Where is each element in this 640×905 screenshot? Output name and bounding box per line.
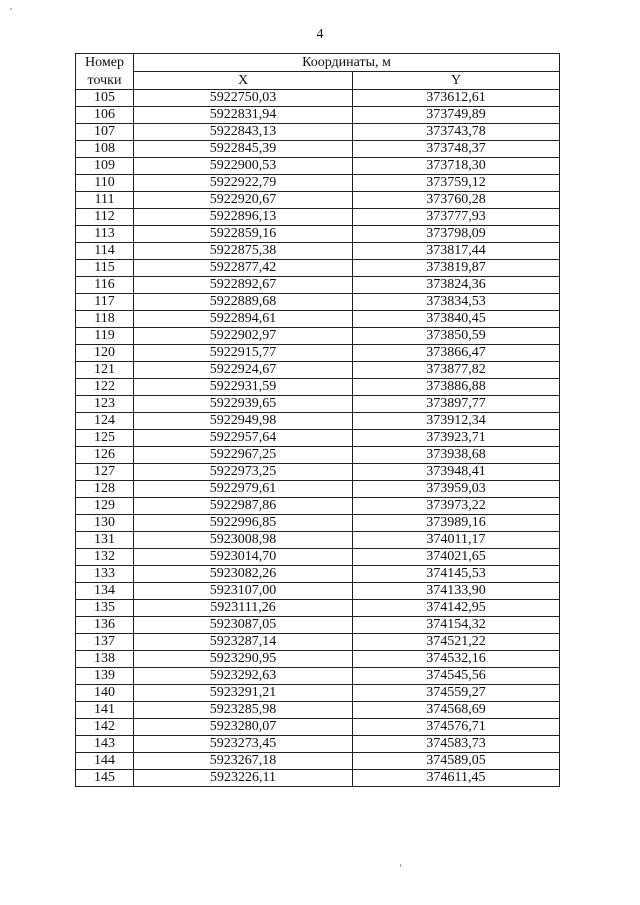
table-row	[76, 464, 560, 481]
table-row	[76, 345, 560, 362]
y-coordinate-cell: 373850,59	[353, 328, 560, 345]
y-coordinate-cell: 374133,90	[353, 583, 560, 600]
y-coordinate-cell: 373834,53	[353, 294, 560, 311]
table-row	[76, 600, 560, 617]
point-number-cell: 145	[76, 770, 134, 787]
point-number-cell: 116	[76, 277, 134, 294]
table-row	[76, 617, 560, 634]
point-number-cell: 122	[76, 379, 134, 396]
table-row	[76, 90, 560, 107]
x-coordinate-cell: 5922900,53	[134, 158, 353, 175]
point-number-cell: 138	[76, 651, 134, 668]
point-number-cell: 139	[76, 668, 134, 685]
x-coordinate-cell: 5922924,67	[134, 362, 353, 379]
point-number-cell: 112	[76, 209, 134, 226]
x-coordinate-cell: 5922957,64	[134, 430, 353, 447]
y-coordinate-cell: 373973,22	[353, 498, 560, 515]
table-row	[76, 192, 560, 209]
point-number-cell: 115	[76, 260, 134, 277]
x-coordinate-cell: 5922889,68	[134, 294, 353, 311]
table-row	[76, 770, 560, 787]
table-row	[76, 243, 560, 260]
point-number-cell: 130	[76, 515, 134, 532]
y-coordinate-cell: 373912,34	[353, 413, 560, 430]
table-row	[76, 481, 560, 498]
table-row	[76, 447, 560, 464]
table-row	[76, 736, 560, 753]
table-row	[76, 362, 560, 379]
x-coordinate-cell: 5922949,98	[134, 413, 353, 430]
y-coordinate-cell: 374611,45	[353, 770, 560, 787]
scan-mark	[400, 864, 401, 867]
point-number-cell: 136	[76, 617, 134, 634]
y-coordinate-cell: 373759,12	[353, 175, 560, 192]
point-number-cell: 126	[76, 447, 134, 464]
coordinates-table	[75, 53, 560, 787]
point-number-cell: 128	[76, 481, 134, 498]
point-number-cell: 111	[76, 192, 134, 209]
x-coordinate-cell: 5923087,05	[134, 617, 353, 634]
point-number-cell: 113	[76, 226, 134, 243]
y-coordinate-cell: 373819,87	[353, 260, 560, 277]
x-coordinate-cell: 5923107,00	[134, 583, 353, 600]
x-coordinate-cell: 5923267,18	[134, 753, 353, 770]
page-number: 4	[316, 27, 324, 42]
point-number-cell: 141	[76, 702, 134, 719]
point-number-cell: 106	[76, 107, 134, 124]
point-number-cell: 140	[76, 685, 134, 702]
y-coordinate-cell: 374576,71	[353, 719, 560, 736]
point-number-cell: 117	[76, 294, 134, 311]
x-coordinate-cell: 5922996,85	[134, 515, 353, 532]
x-coordinate-cell: 5922892,67	[134, 277, 353, 294]
x-coordinate-cell: 5923280,07	[134, 719, 353, 736]
point-number-cell: 107	[76, 124, 134, 141]
y-coordinate-cell: 373743,78	[353, 124, 560, 141]
x-coordinate-cell: 5922750,03	[134, 90, 353, 107]
point-number-cell: 127	[76, 464, 134, 481]
table-row	[76, 702, 560, 719]
table-row	[76, 668, 560, 685]
y-coordinate-cell: 373938,68	[353, 447, 560, 464]
point-number-cell: 143	[76, 736, 134, 753]
point-number-cell: 118	[76, 311, 134, 328]
point-number-cell: 131	[76, 532, 134, 549]
table-row	[76, 413, 560, 430]
y-coordinate-cell: 374142,95	[353, 600, 560, 617]
x-coordinate-cell: 5923273,45	[134, 736, 353, 753]
table-body	[76, 90, 560, 787]
x-coordinate-cell: 5923287,14	[134, 634, 353, 651]
y-coordinate-cell: 373923,71	[353, 430, 560, 447]
x-coordinate-cell: 5922915,77	[134, 345, 353, 362]
y-coordinate-cell: 374545,56	[353, 668, 560, 685]
table-row	[76, 260, 560, 277]
table-row	[76, 277, 560, 294]
y-coordinate-cell: 374521,22	[353, 634, 560, 651]
y-coordinate-cell: 373777,93	[353, 209, 560, 226]
y-coordinate-cell: 374568,69	[353, 702, 560, 719]
y-column-header: Y	[353, 72, 560, 90]
point-number-cell: 121	[76, 362, 134, 379]
y-coordinate-cell: 374021,65	[353, 549, 560, 566]
x-column-header: X	[134, 72, 353, 90]
point-number-cell: 134	[76, 583, 134, 600]
table-row	[76, 430, 560, 447]
table-row	[76, 124, 560, 141]
x-coordinate-cell: 5923290,95	[134, 651, 353, 668]
table-row	[76, 396, 560, 413]
y-coordinate-cell: 373866,47	[353, 345, 560, 362]
scan-dot	[10, 8, 12, 10]
header-row-2	[76, 72, 560, 90]
x-coordinate-cell: 5922877,42	[134, 260, 353, 277]
x-coordinate-cell: 5922939,65	[134, 396, 353, 413]
table-row	[76, 515, 560, 532]
y-coordinate-cell: 373840,45	[353, 311, 560, 328]
table-row	[76, 141, 560, 158]
y-coordinate-cell: 373959,03	[353, 481, 560, 498]
x-coordinate-cell: 5922875,38	[134, 243, 353, 260]
y-coordinate-cell: 373824,36	[353, 277, 560, 294]
x-coordinate-cell: 5922987,86	[134, 498, 353, 515]
point-number-cell: 110	[76, 175, 134, 192]
point-number-cell: 109	[76, 158, 134, 175]
x-coordinate-cell: 5922894,61	[134, 311, 353, 328]
y-coordinate-cell: 373877,82	[353, 362, 560, 379]
y-coordinate-cell: 373612,61	[353, 90, 560, 107]
x-coordinate-cell: 5922845,39	[134, 141, 353, 158]
x-coordinate-cell: 5923291,21	[134, 685, 353, 702]
point-number-cell: 137	[76, 634, 134, 651]
y-coordinate-cell: 374583,73	[353, 736, 560, 753]
table-row	[76, 498, 560, 515]
table-row	[76, 719, 560, 736]
point-number-cell: 108	[76, 141, 134, 158]
point-number-cell: 123	[76, 396, 134, 413]
x-coordinate-cell: 5922920,67	[134, 192, 353, 209]
table-row	[76, 158, 560, 175]
y-coordinate-cell: 373748,37	[353, 141, 560, 158]
point-number-cell: 129	[76, 498, 134, 515]
x-coordinate-cell: 5922922,79	[134, 175, 353, 192]
y-coordinate-cell: 374145,53	[353, 566, 560, 583]
y-coordinate-cell: 373817,44	[353, 243, 560, 260]
table-header	[76, 54, 560, 90]
x-coordinate-cell: 5922973,25	[134, 464, 353, 481]
y-coordinate-cell: 374559,27	[353, 685, 560, 702]
point-number-cell: 114	[76, 243, 134, 260]
x-coordinate-cell: 5923008,98	[134, 532, 353, 549]
x-coordinate-cell: 5922902,97	[134, 328, 353, 345]
table-row	[76, 175, 560, 192]
table-row	[76, 311, 560, 328]
table-row	[76, 294, 560, 311]
point-number-cell: 132	[76, 549, 134, 566]
y-coordinate-cell: 373798,09	[353, 226, 560, 243]
coordinates-header: Координаты, м	[134, 54, 560, 72]
point-number-header-line1: Номер	[76, 54, 134, 72]
table-row	[76, 549, 560, 566]
y-coordinate-cell: 374532,16	[353, 651, 560, 668]
x-coordinate-cell: 5923285,98	[134, 702, 353, 719]
y-coordinate-cell: 374589,05	[353, 753, 560, 770]
y-coordinate-cell: 373886,88	[353, 379, 560, 396]
table-row	[76, 651, 560, 668]
table-row	[76, 226, 560, 243]
x-coordinate-cell: 5922979,61	[134, 481, 353, 498]
y-coordinate-cell: 373749,89	[353, 107, 560, 124]
table-row	[76, 379, 560, 396]
point-number-cell: 119	[76, 328, 134, 345]
header-row-1	[76, 54, 560, 72]
point-number-cell: 105	[76, 90, 134, 107]
x-coordinate-cell: 5923111,26	[134, 600, 353, 617]
table-row	[76, 328, 560, 345]
point-number-header-line2: точки	[76, 72, 134, 90]
point-number-cell: 124	[76, 413, 134, 430]
point-number-cell: 120	[76, 345, 134, 362]
x-coordinate-cell: 5922843,13	[134, 124, 353, 141]
x-coordinate-cell: 5922831,94	[134, 107, 353, 124]
point-number-cell: 133	[76, 566, 134, 583]
table-row	[76, 566, 560, 583]
point-number-cell: 125	[76, 430, 134, 447]
x-coordinate-cell: 5922859,16	[134, 226, 353, 243]
table-row	[76, 532, 560, 549]
y-coordinate-cell: 373948,41	[353, 464, 560, 481]
y-coordinate-cell: 373897,77	[353, 396, 560, 413]
y-coordinate-cell: 374011,17	[353, 532, 560, 549]
point-number-cell: 135	[76, 600, 134, 617]
table-row	[76, 685, 560, 702]
x-coordinate-cell: 5922896,13	[134, 209, 353, 226]
point-number-cell: 142	[76, 719, 134, 736]
x-coordinate-cell: 5923226,11	[134, 770, 353, 787]
y-coordinate-cell: 374154,32	[353, 617, 560, 634]
table-row	[76, 107, 560, 124]
x-coordinate-cell: 5923082,26	[134, 566, 353, 583]
y-coordinate-cell: 373760,28	[353, 192, 560, 209]
table-row	[76, 583, 560, 600]
x-coordinate-cell: 5922931,59	[134, 379, 353, 396]
x-coordinate-cell: 5922967,25	[134, 447, 353, 464]
y-coordinate-cell: 373718,30	[353, 158, 560, 175]
x-coordinate-cell: 5923014,70	[134, 549, 353, 566]
x-coordinate-cell: 5923292,63	[134, 668, 353, 685]
table-row	[76, 634, 560, 651]
y-coordinate-cell: 373989,16	[353, 515, 560, 532]
table-row	[76, 753, 560, 770]
table-row	[76, 209, 560, 226]
point-number-cell: 144	[76, 753, 134, 770]
